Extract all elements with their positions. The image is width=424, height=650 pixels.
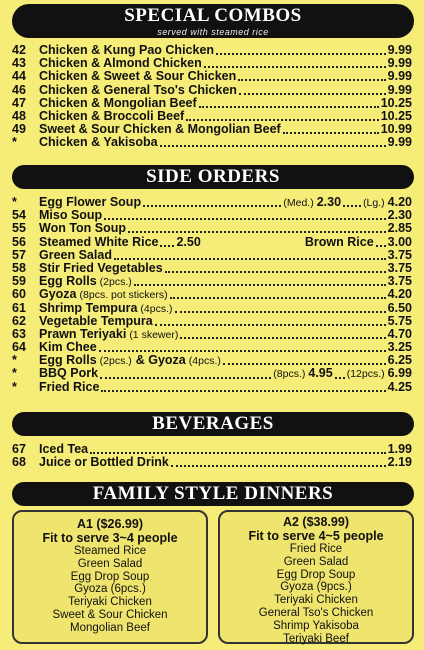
item-number: * bbox=[12, 353, 17, 368]
menu-row bbox=[12, 381, 412, 394]
beverages-title: BEVERAGES bbox=[152, 413, 274, 434]
item-name: Kim Chee bbox=[39, 340, 97, 355]
combos-list bbox=[12, 44, 412, 150]
item-number: * bbox=[12, 195, 17, 209]
item-number: 46 bbox=[12, 82, 26, 97]
item-note: (2pcs.) bbox=[99, 355, 132, 368]
side-orders-title: SIDE ORDERS bbox=[146, 166, 280, 187]
item-price: 5.75 bbox=[387, 313, 412, 328]
menu-row bbox=[12, 302, 412, 315]
item-price: 3.25 bbox=[387, 340, 412, 355]
size-label: (8pcs.) bbox=[273, 368, 306, 381]
item-price: 10.25 bbox=[380, 95, 412, 110]
a1-item: Egg Drop Soup bbox=[70, 570, 150, 583]
menu-row bbox=[12, 367, 412, 380]
item-name: Chicken & Almond Chicken bbox=[39, 56, 202, 71]
item-price: 2.85 bbox=[387, 221, 412, 236]
item-name: Chicken & Mongolian Beef bbox=[39, 95, 197, 110]
item-note: (8pcs. pot stickers) bbox=[79, 289, 168, 302]
item-number: 55 bbox=[12, 221, 26, 236]
item-number: 68 bbox=[12, 455, 26, 470]
item-price: 3.75 bbox=[387, 247, 412, 262]
item-name: Green Salad bbox=[39, 247, 112, 262]
item-number: 64 bbox=[12, 340, 26, 355]
menu-row bbox=[12, 249, 412, 262]
item-note: (1 skewer) bbox=[129, 328, 179, 341]
size-label: (Med.) bbox=[283, 197, 314, 209]
item-note: (4pcs.) bbox=[188, 355, 221, 368]
item-name: Egg Rolls bbox=[39, 353, 97, 368]
item-price: 3.75 bbox=[387, 274, 412, 289]
beverages-banner bbox=[12, 412, 414, 436]
item-name: BBQ Pork bbox=[39, 366, 99, 381]
menu-row bbox=[12, 70, 412, 83]
item-note: (4pcs.) bbox=[140, 302, 173, 315]
a2-heading: A2 ($38.99) bbox=[282, 515, 349, 529]
item-name: Chicken & Broccoli Beef bbox=[39, 108, 185, 123]
item-name: Sweet & Sour Chicken & Mongolian Beef bbox=[39, 122, 281, 137]
item-number: * bbox=[12, 366, 17, 381]
item-name: Fried Rice bbox=[39, 379, 100, 394]
item-name: Chicken & Kung Pao Chicken bbox=[39, 43, 215, 57]
item-number: 57 bbox=[12, 247, 26, 262]
menu-row bbox=[12, 97, 412, 110]
item-name: Chicken & Yakisoba bbox=[39, 135, 158, 150]
item-price: 2.19 bbox=[387, 455, 412, 470]
a1-item: Mongolian Beef bbox=[70, 621, 150, 634]
item-price: 10.99 bbox=[380, 122, 412, 137]
item-number: 42 bbox=[12, 43, 26, 57]
item-price: 4.20 bbox=[387, 195, 412, 209]
item-price: 6.50 bbox=[387, 300, 412, 315]
item-number: 62 bbox=[12, 313, 26, 328]
item-price: 9.99 bbox=[387, 56, 412, 71]
item-price: 9.99 bbox=[387, 69, 412, 84]
a2-serves: Fit to serve 4~5 people bbox=[248, 529, 384, 543]
menu-row bbox=[12, 136, 412, 149]
family-dinners-banner bbox=[12, 482, 414, 506]
a1-item: Sweet & Sour Chicken bbox=[52, 608, 168, 621]
item-number: 47 bbox=[12, 95, 26, 110]
item-number: 48 bbox=[12, 108, 26, 123]
item-name: Stir Fried Vegetables bbox=[39, 260, 163, 275]
item-price: 4.70 bbox=[387, 326, 412, 341]
item-price: 3.00 bbox=[387, 234, 412, 249]
menu-row bbox=[12, 288, 412, 301]
a1-item: Gyoza (6pcs.) bbox=[74, 583, 146, 596]
special-combos-title: SPECIAL COMBOS bbox=[124, 5, 302, 26]
a2-item: Green Salad bbox=[283, 555, 349, 568]
item-number: * bbox=[12, 135, 17, 150]
item-name: Juice or Bottled Drink bbox=[39, 455, 169, 470]
beverages-list bbox=[12, 443, 412, 469]
item-price: 2.30 bbox=[387, 208, 412, 223]
size-label: (12pcs.) bbox=[346, 368, 385, 381]
menu-row bbox=[12, 84, 412, 97]
a1-serves: Fit to serve 3~4 people bbox=[42, 531, 178, 545]
item-name: Chicken & General Tso's Chicken bbox=[39, 82, 237, 97]
item-number: 54 bbox=[12, 208, 26, 223]
side-orders-banner bbox=[12, 165, 414, 189]
item-number: 59 bbox=[12, 274, 26, 289]
size-label: (Lg.) bbox=[363, 197, 385, 209]
item-price: 9.99 bbox=[387, 43, 412, 57]
item-number: 56 bbox=[12, 234, 26, 249]
menu-row bbox=[12, 222, 412, 235]
item-name: Won Ton Soup bbox=[39, 221, 127, 236]
item-name: Steamed White Rice bbox=[39, 234, 159, 249]
a2-item: Fried Rice bbox=[289, 543, 343, 555]
item-price: 4.25 bbox=[387, 379, 412, 394]
item-price: 1.99 bbox=[387, 442, 412, 456]
side-orders-list bbox=[12, 196, 412, 394]
item-price: 2.50 bbox=[176, 234, 201, 249]
a2-item: Shrimp Yakisoba bbox=[273, 619, 359, 632]
menu-row bbox=[12, 236, 412, 249]
item-name: Iced Tea bbox=[39, 442, 89, 456]
item-name: Egg Rolls bbox=[39, 274, 97, 289]
item-price: 3.75 bbox=[387, 260, 412, 275]
item-name: Miso Soup bbox=[39, 208, 103, 223]
item-price: 4.20 bbox=[387, 287, 412, 302]
family-dinner-a1-box bbox=[12, 510, 208, 644]
family-dinners-title: FAMILY STYLE DINNERS bbox=[92, 483, 334, 504]
menu-row bbox=[12, 315, 412, 328]
item-name: Egg Flower Soup bbox=[39, 195, 142, 209]
item-number: 58 bbox=[12, 260, 26, 275]
a1-item: Green Salad bbox=[77, 557, 143, 570]
item-price: 4.95 bbox=[308, 366, 333, 381]
a2-item: Gyoza (9pcs.) bbox=[280, 581, 352, 594]
family-dinner-a2-box bbox=[218, 510, 414, 644]
item-name: & Gyoza bbox=[135, 353, 186, 368]
item-name: Vegetable Tempura bbox=[39, 313, 153, 328]
item-price: 10.25 bbox=[380, 108, 412, 123]
a2-item: Teriyaki Beef bbox=[283, 632, 349, 645]
item-number: 43 bbox=[12, 56, 26, 71]
item-name: Brown Rice bbox=[304, 234, 374, 249]
item-name: Gyoza bbox=[39, 287, 77, 302]
item-price: 9.99 bbox=[387, 82, 412, 97]
item-price: 6.25 bbox=[387, 353, 412, 368]
a2-item: General Tso's Chicken bbox=[258, 606, 374, 619]
item-number: 44 bbox=[12, 69, 26, 84]
menu-row bbox=[12, 456, 412, 469]
item-number: 61 bbox=[12, 300, 26, 315]
item-name: Chicken & Sweet & Sour Chicken bbox=[39, 69, 237, 84]
a1-heading: A1 ($26.99) bbox=[76, 517, 143, 531]
a1-item: Teriyaki Chicken bbox=[68, 596, 152, 609]
special-combos-banner bbox=[12, 4, 414, 38]
a2-item: Teriyaki Chicken bbox=[274, 594, 358, 607]
item-name: Prawn Teriyaki bbox=[39, 326, 127, 341]
special-combos-subtitle: served with steamed rice bbox=[157, 27, 269, 37]
item-number: * bbox=[12, 379, 17, 394]
item-price: 2.30 bbox=[316, 195, 342, 209]
item-number: 67 bbox=[12, 442, 26, 456]
item-name: Shrimp Tempura bbox=[39, 300, 138, 315]
item-note: (2pcs.) bbox=[99, 276, 132, 289]
item-price: 9.99 bbox=[387, 135, 412, 150]
a1-item: Steamed Rice bbox=[73, 545, 147, 557]
item-number: 60 bbox=[12, 287, 26, 302]
item-number: 49 bbox=[12, 122, 26, 137]
a2-item: Egg Drop Soup bbox=[276, 568, 356, 581]
item-price: 6.99 bbox=[387, 366, 412, 381]
item-number: 63 bbox=[12, 326, 26, 341]
